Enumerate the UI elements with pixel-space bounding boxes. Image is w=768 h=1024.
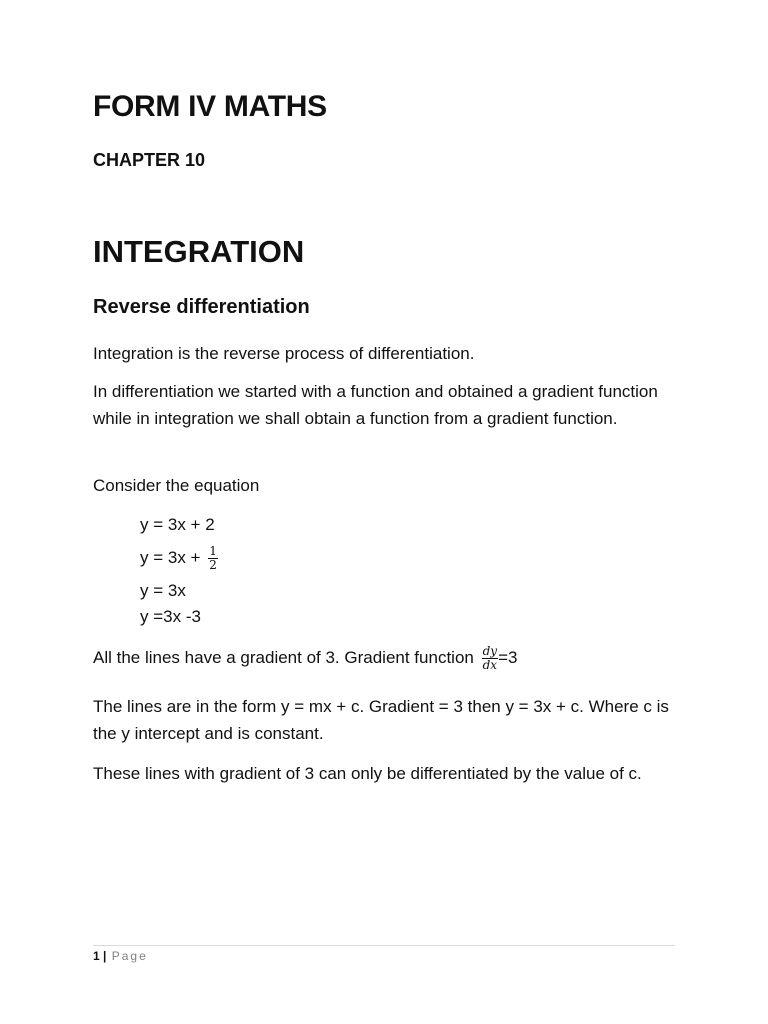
- fraction-one-half: [208, 545, 218, 572]
- fraction-dx: dx: [482, 658, 498, 673]
- equation-3: y = 3x: [140, 581, 186, 600]
- equation-1: y = 3x + 2: [140, 515, 215, 534]
- document-title: FORM IV MATHS: [93, 90, 327, 123]
- subtopic-heading: Reverse differentiation: [93, 296, 310, 318]
- fraction-dy-dx: [482, 645, 498, 672]
- paragraph-differentiation: In differentiation we started with a function and obtained a gradient function while in integration we shall obtain a function from a gradient function.: [93, 382, 658, 428]
- document-page: [93, 0, 675, 1024]
- page-footer: [93, 948, 148, 964]
- topic-heading: INTEGRATION: [93, 234, 305, 269]
- equation-2: [140, 545, 218, 572]
- paragraph-line-form: The lines are in the form y = mx + c. Gradient = 3 then y = 3x + c. Where c is the y intercept and is constant.: [93, 697, 669, 743]
- gradient-value: =3: [498, 648, 518, 667]
- paragraph-consider: Consider the equation: [93, 476, 260, 495]
- footer-divider: [93, 945, 675, 946]
- chapter-heading: CHAPTER 10: [93, 150, 206, 170]
- paragraph-constant-c: These lines with gradient of 3 can only be differentiated by the value of c.: [93, 764, 642, 783]
- gradient-line-text: All the lines have a gradient of 3. Gradient function: [93, 648, 474, 667]
- fraction-dy: dy: [482, 644, 498, 659]
- page-label: Page: [111, 949, 148, 963]
- fraction-denominator: 2: [209, 558, 217, 572]
- equation-4: y =3x -3: [140, 607, 201, 626]
- equation-2-prefix: y = 3x +: [140, 547, 201, 567]
- footer-separator: |: [103, 949, 107, 963]
- page-number: 1: [93, 949, 100, 963]
- paragraph-intro: Integration is the reverse process of differentiation.: [93, 344, 475, 363]
- gradient-line: [93, 644, 675, 672]
- fraction-numerator: 1: [209, 544, 217, 558]
